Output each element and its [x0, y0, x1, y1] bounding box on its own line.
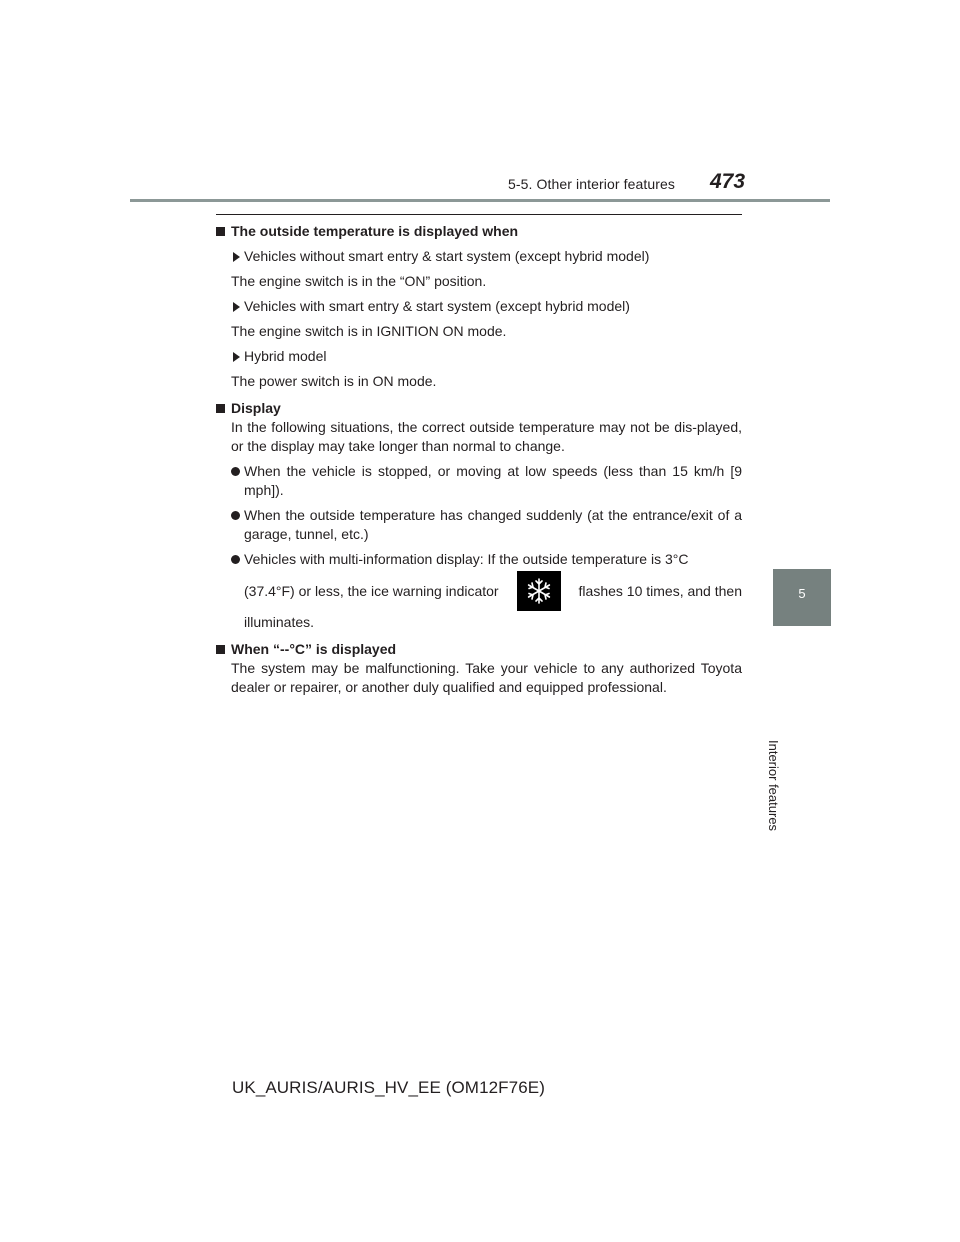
square-bullet-icon	[216, 404, 225, 413]
page-content	[216, 220, 742, 697]
snowflake-icon	[517, 571, 561, 611]
paragraph-ignition-on: The engine switch is in IGNITION ON mode.	[231, 323, 507, 339]
triangle-bullet-icon	[233, 352, 240, 362]
square-bullet-icon	[216, 645, 225, 654]
page-number: 473	[710, 170, 746, 193]
triangle-bullet-icon	[233, 252, 240, 262]
heading-display: Display	[216, 399, 742, 418]
subheading-no-smart-entry: Vehicles without smart entry & start system (except hybrid model)	[216, 247, 742, 266]
content-divider	[216, 214, 742, 215]
heading-dash-display: When “--°C” is displayed	[216, 640, 742, 659]
subheading-hybrid: Hybrid model	[216, 347, 742, 366]
round-bullet-icon	[231, 555, 240, 564]
paragraph-engine-on: The engine switch is in the “ON” position.	[231, 273, 487, 289]
round-bullet-icon	[231, 511, 240, 520]
heading-outside-temperature: The outside temperature is displayed when	[216, 222, 742, 241]
header-divider	[130, 199, 830, 202]
triangle-bullet-icon	[233, 302, 240, 312]
paragraph-power-on: The power switch is in ON mode.	[231, 373, 437, 389]
chapter-label: Interior features	[766, 740, 781, 832]
section-title: 5-5. Other interior features	[508, 176, 675, 192]
bullet-temp-change: When the outside temperature has changed suddenly (at the entrance/exit of a garage, tunnel, etc.)	[216, 506, 742, 544]
chapter-number: 5	[798, 586, 806, 601]
paragraph-malfunction: The system may be malfunctioning. Take your vehicle to any authorized Toyota dealer or repairer, or another duly qualified and equipped professional.	[231, 660, 742, 695]
subheading-smart-entry: Vehicles with smart entry & start system (except hybrid model)	[216, 297, 742, 316]
square-bullet-icon	[216, 227, 225, 236]
bullet-multi-info: Vehicles with multi-information display: If the outside temperature is 3°C (37.4°F) or less, the ice warning indicator flashes 10 times, and then illuminates.	[216, 550, 742, 632]
paragraph-display: In the following situations, the correct outside temperature may not be dis-played, or the display may take longer than normal to change.	[231, 419, 742, 454]
round-bullet-icon	[231, 467, 240, 476]
bullet-low-speed: When the vehicle is stopped, or moving at low speeds (less than 15 km/h [9 mph]).	[216, 462, 742, 500]
document-code: UK_AURIS/AURIS_HV_EE (OM12F76E)	[232, 1078, 545, 1097]
